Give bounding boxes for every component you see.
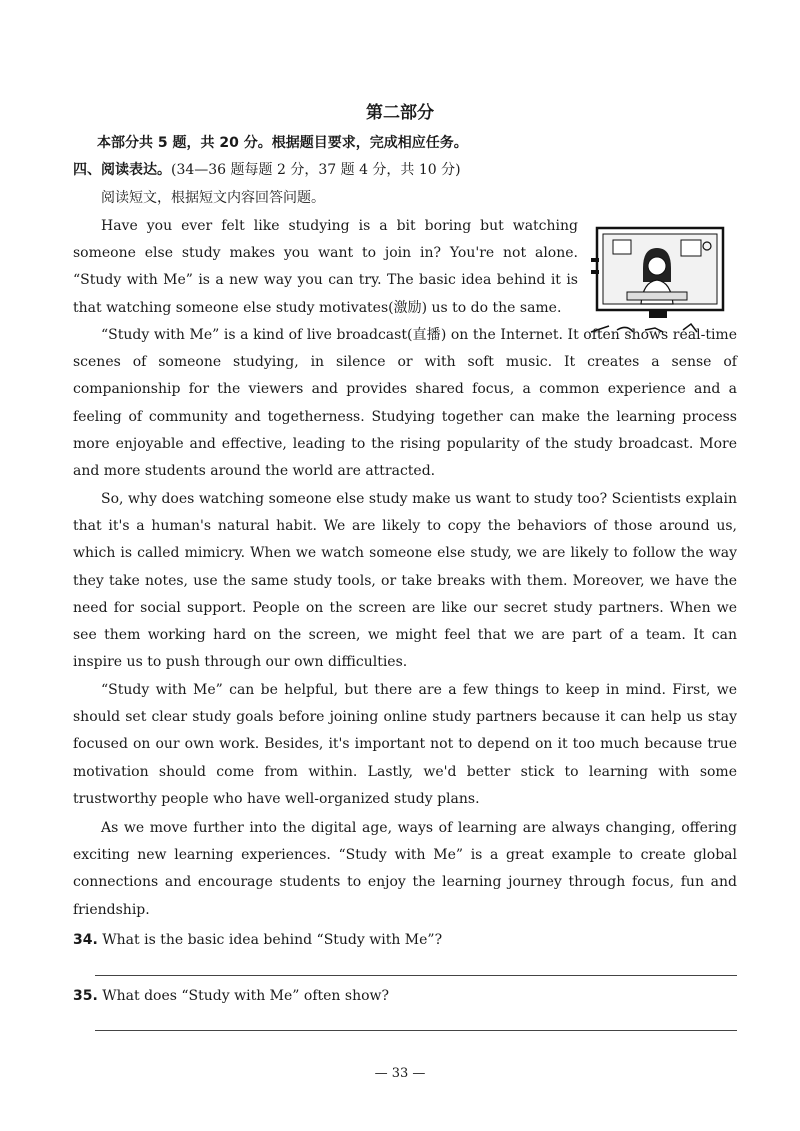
passage-paragraph-5: As we move further into the digital age, ways of learning are always changing, offering exciting new learning experiences. “Study with Me” is a great example to create global connections and encourage students to enjoy the learning journey through focus, fun and friendship. xyxy=(73,820,737,918)
passage-paragraph-1: Have you ever felt like studying is a bit boring but watching someone else study makes you want to join in? You're not alone. “Study with Me” is a new way you can try. The basic idea behind it is that watching someone else study motivates(激励) us to do the same. xyxy=(73,218,578,316)
passage-paragraph-2: “Study with Me” is a kind of live broadcast(直播) on the Internet. It often shows real-time scenes of someone studying, in silence or with soft music. It creates a sense of companionship for the viewers and provides shared focus, a common experience and a feeling of community and togetherness. Studying together can make the learning process more enjoyable and effective, leading to the rising popularity of the study broadcast. More and more students around the world are attracted. xyxy=(73,327,737,480)
question-34 xyxy=(73,932,442,948)
question-35-number: 35. xyxy=(73,988,98,1004)
passage-paragraph-4: “Study with Me” can be helpful, but there are a few things to keep in mind. First, we should set clear study goals before joining online study partners because it can help us stay focused on our own work. Besides, it's important not to depend on it too much because true motivation should come from within. Lastly, we'd better stick to learning with some trustworthy people who have well-organized study plans. xyxy=(73,682,737,807)
question-34-text: What is the basic idea behind “Study with Me”? xyxy=(97,932,443,948)
sub-instruction: 阅读短文，根据短文内容回答问题。 xyxy=(101,190,325,206)
section-scoring: (34—36 题每题 2 分，37 题 4 分，共 10 分) xyxy=(171,162,461,178)
passage-paragraph-3: So, why does watching someone else study make us want to study too? Scientists explain that it's a human's natural habit. We are likely to copy the behaviors of those around us, which is called mimicry. When we watch someone else study, we are likely to follow the way they take notes, use the same study tools, or take breaks with them. Moreover, we have the need for social support. People on the screen are like our secret study partners. When we see them working hard on the screen, we might feel that we are part of a team. It can inspire us to push through our own difficulties. xyxy=(73,491,737,671)
section-title: 四、阅读表达。 xyxy=(73,162,171,178)
part-title: 第二部分 xyxy=(366,103,434,123)
question-34-number: 34. xyxy=(73,932,98,948)
question-35 xyxy=(73,988,389,1004)
answer-line-34[interactable] xyxy=(95,975,737,976)
part-instruction: 本部分共 5 题，共 20 分。根据题目要求，完成相应任务。 xyxy=(97,135,468,151)
question-35-text: What does “Study with Me” often show? xyxy=(97,988,390,1004)
answer-line-35[interactable] xyxy=(95,1030,737,1031)
page-number: — 33 — xyxy=(374,1066,426,1081)
section-heading xyxy=(73,159,461,179)
